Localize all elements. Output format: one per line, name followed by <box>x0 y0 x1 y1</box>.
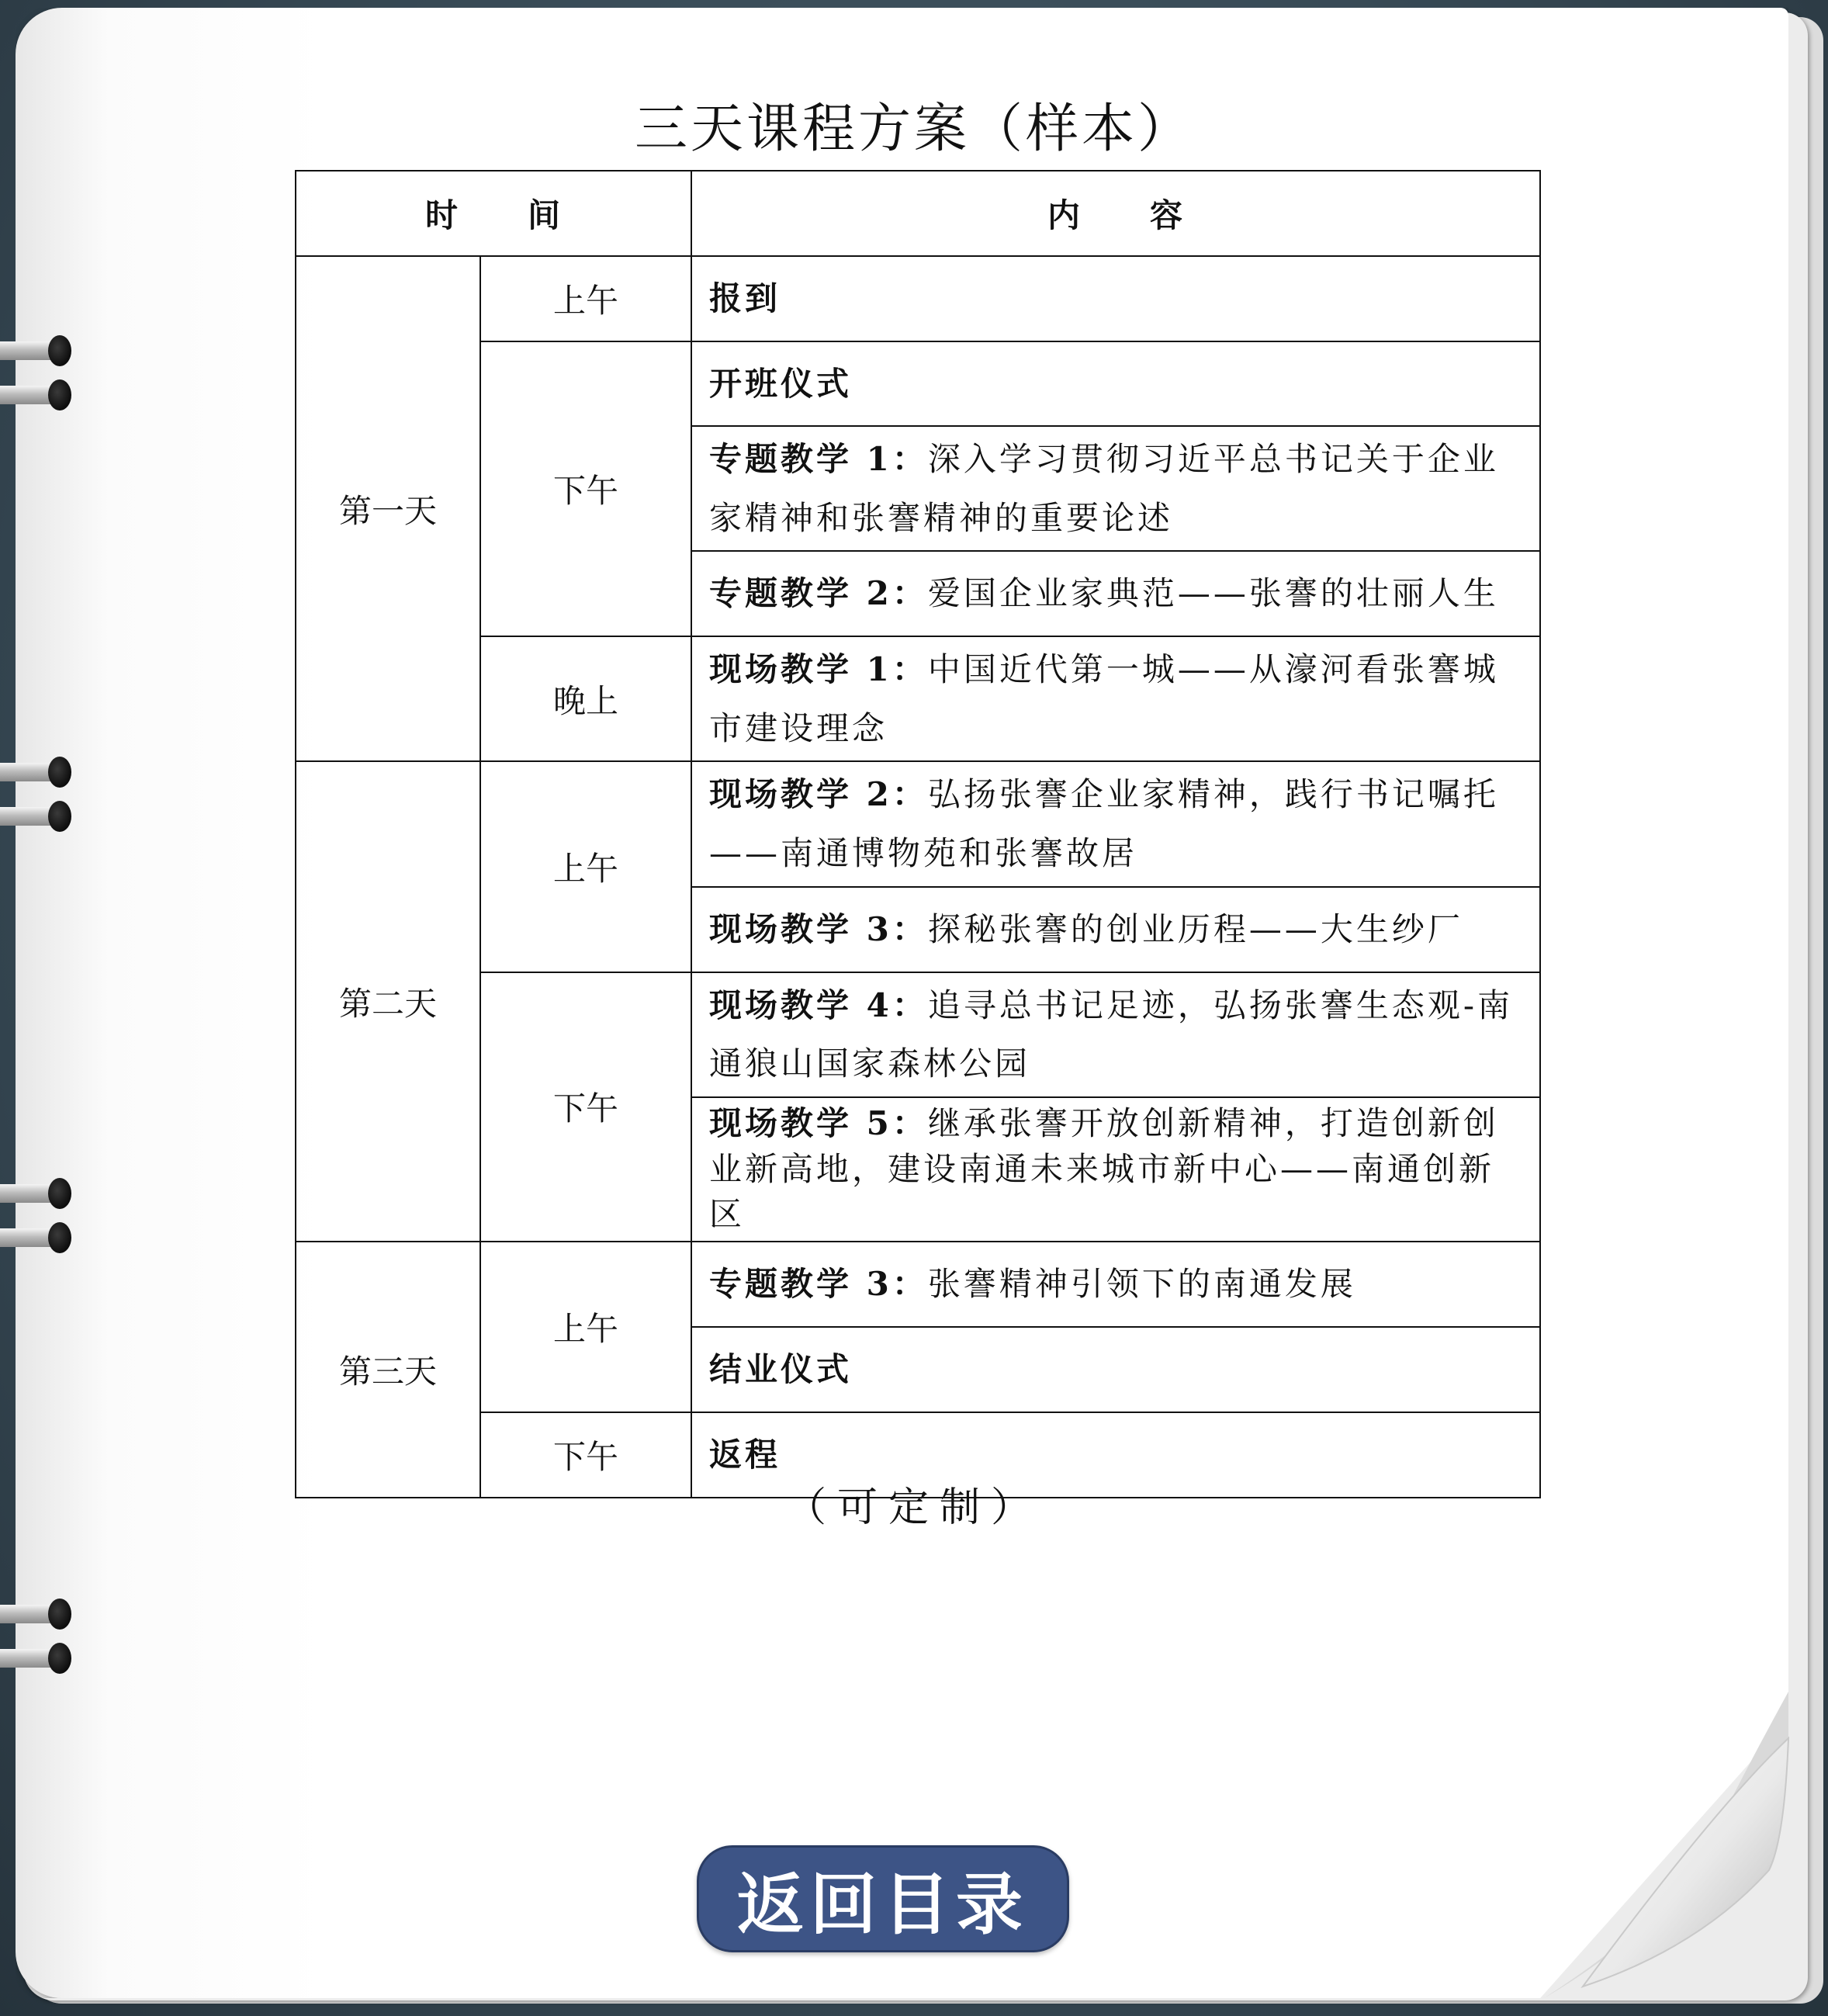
item-label: 专题教学 2： <box>709 574 928 613</box>
content-cell <box>691 551 1540 636</box>
item-text: 张謇精神引领下的南通发展 <box>927 1265 1356 1304</box>
day-cell: 第二天 <box>296 761 480 1242</box>
binder-ring-icon <box>0 334 71 368</box>
item-label: 结业仪式 <box>709 1350 853 1389</box>
item-text: 追寻总书记足迹，弘扬张謇生态观-南通狼山国家森林公园 <box>709 985 1514 1083</box>
part-cell: 下午 <box>480 972 691 1242</box>
day-cell: 第一天 <box>296 256 480 761</box>
item-text: 继承张謇开放创新精神，打造创新创业新高地，建设南通未来城市新中心——南通创新区 <box>709 1103 1499 1234</box>
item-label: 现场教学 3： <box>709 909 928 948</box>
table-row <box>296 256 1540 341</box>
header-content: 内 容 <box>691 171 1540 256</box>
item-text: 爱国企业家典范——张謇的壮丽人生 <box>927 574 1499 613</box>
part-cell: 上午 <box>480 1242 691 1412</box>
page-title: 三天课程方案（样本） <box>634 99 1193 160</box>
part-cell: 下午 <box>480 1412 691 1498</box>
content-cell <box>691 341 1540 426</box>
page-curl-icon <box>1536 1692 1792 2002</box>
content-cell <box>691 636 1540 761</box>
item-label: 现场教学 4： <box>709 985 928 1024</box>
item-text: 中国近代第一城——从濠河看张謇城市建设理念 <box>709 650 1499 747</box>
binder-ring-icon <box>0 378 71 412</box>
item-label: 开班仪式 <box>709 364 853 403</box>
binder-ring-icon <box>0 1641 71 1675</box>
back-to-contents-button[interactable]: 返回目录 <box>697 1845 1069 1952</box>
item-text: 探秘张謇的创业历程——大生纱厂 <box>927 909 1463 948</box>
content-cell <box>691 761 1540 886</box>
part-cell: 上午 <box>480 761 691 972</box>
content-cell <box>691 1327 1540 1412</box>
binder-ring-icon <box>0 755 71 789</box>
table-row <box>296 341 1540 426</box>
item-label: 专题教学 1： <box>709 440 928 478</box>
table-header-row <box>296 171 1540 256</box>
table-row <box>296 636 1540 761</box>
day-cell: 第三天 <box>296 1242 480 1498</box>
binder-ring-icon <box>0 1221 71 1255</box>
table-row <box>296 972 1540 1097</box>
item-text: 深入学习贯彻习近平总书记关于企业家精神和张謇精神的重要论述 <box>709 440 1499 537</box>
table-row <box>296 761 1540 886</box>
content-cell <box>691 426 1540 551</box>
part-cell: 上午 <box>480 256 691 341</box>
binder-ring-icon <box>0 799 71 833</box>
content-cell <box>691 1242 1540 1327</box>
content-cell <box>691 972 1540 1097</box>
item-label: 专题教学 3： <box>709 1265 928 1304</box>
customizable-note: （可定制） <box>785 1484 1042 1531</box>
part-cell: 下午 <box>480 341 691 636</box>
table-row <box>296 1242 1540 1327</box>
binder-ring-icon <box>0 1597 71 1631</box>
binder-ring-icon <box>0 1176 71 1211</box>
content-cell <box>691 1097 1540 1242</box>
content-cell <box>691 256 1540 341</box>
item-text: 弘扬张謇企业家精神，践行书记嘱托——南通博物苑和张謇故居 <box>709 775 1499 872</box>
content-cell <box>691 887 1540 972</box>
item-label: 现场教学 2： <box>709 775 928 814</box>
course-schedule-table <box>295 170 1541 1498</box>
item-label: 返程 <box>709 1436 781 1474</box>
item-label: 报到 <box>709 279 781 318</box>
part-cell: 晚上 <box>480 636 691 761</box>
item-label: 现场教学 5： <box>709 1103 928 1142</box>
header-time: 时 间 <box>296 171 691 256</box>
item-label: 现场教学 1： <box>709 650 928 689</box>
